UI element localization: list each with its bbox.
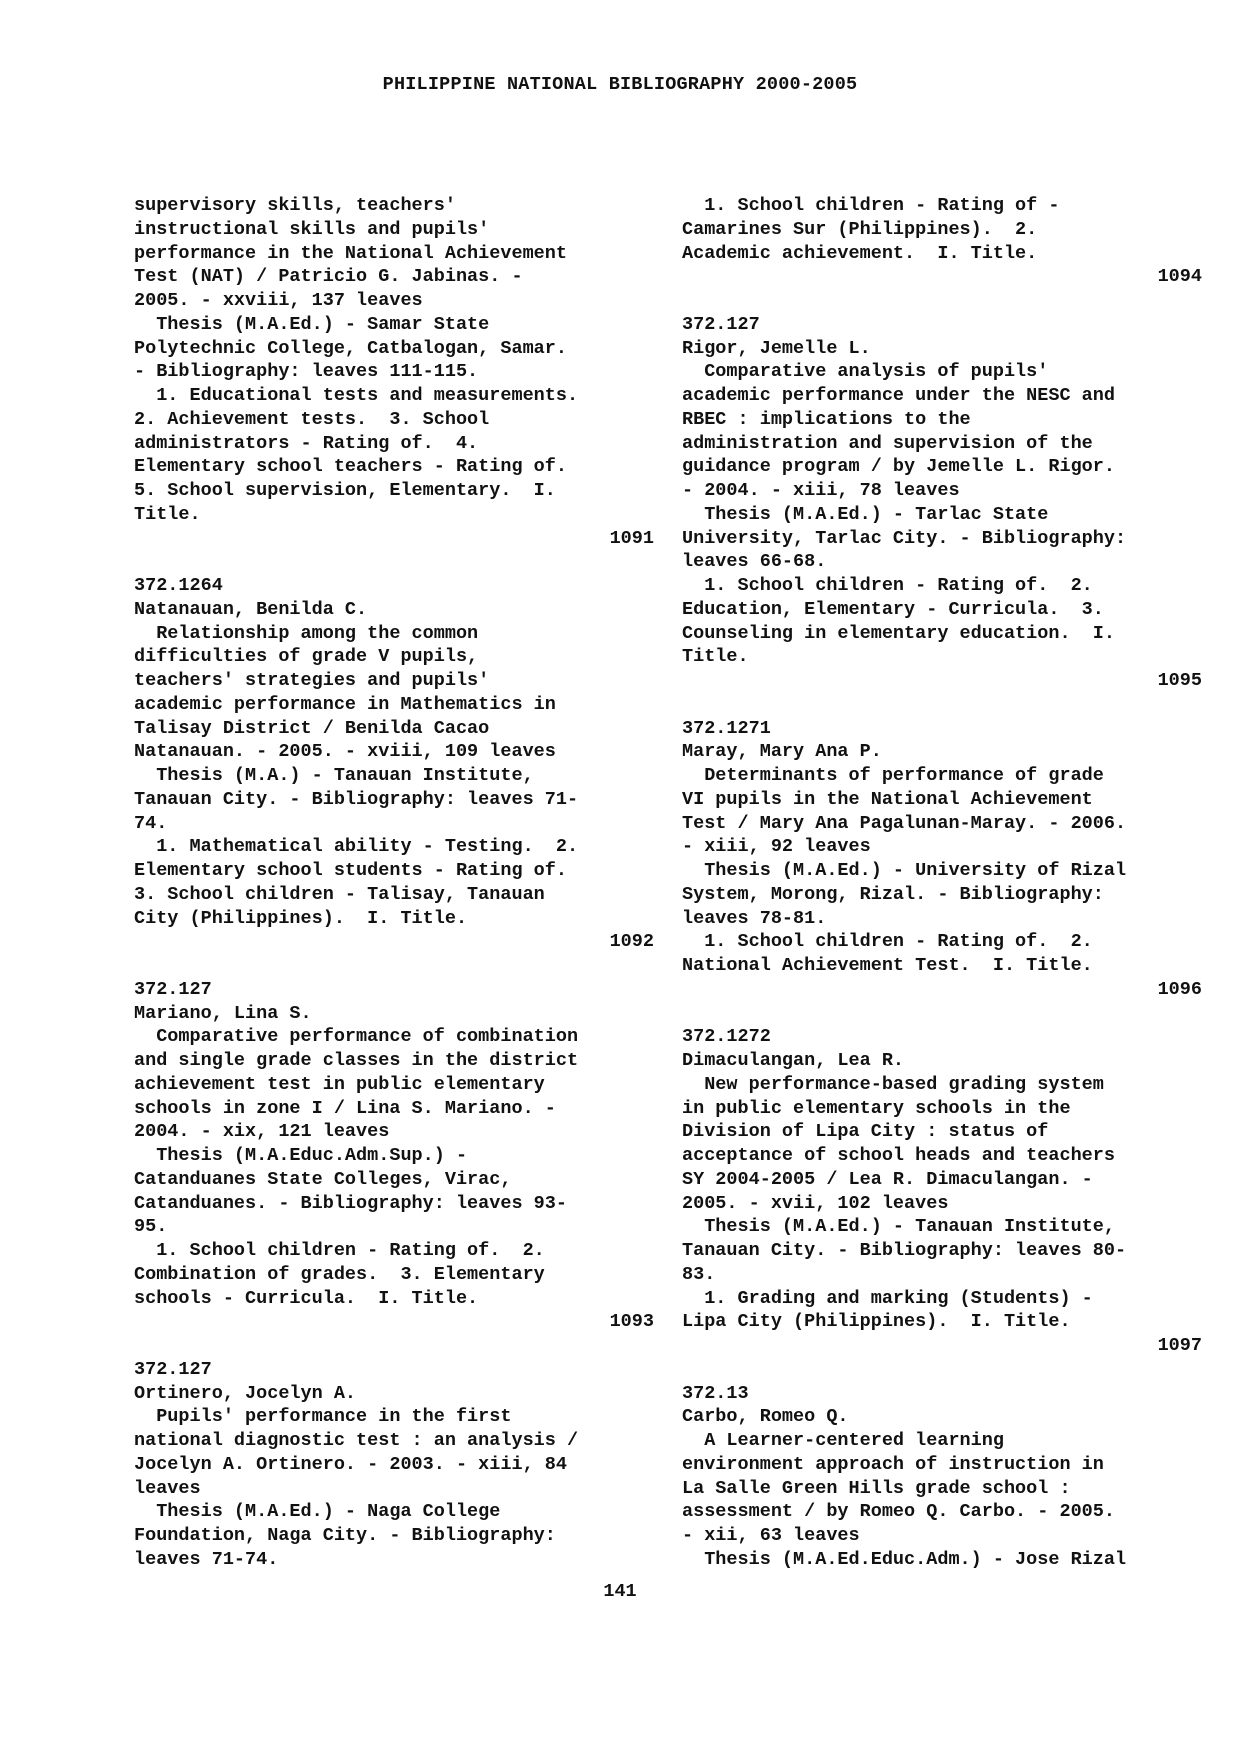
text-line: national diagnostic test : an analysis /	[134, 1430, 579, 1451]
text-line: Lipa City (Philippines). I. Title.	[682, 1311, 1071, 1333]
text-line: in public elementary schools in the	[682, 1097, 1071, 1119]
text-line: teachers' strategies and pupils'	[134, 670, 490, 691]
text-line: 372.1264	[134, 575, 223, 596]
text-line: 1. Grading and marking (Students) -	[682, 1287, 1093, 1309]
right-column	[682, 194, 1202, 1572]
text-line: leaves 71-74.	[134, 1548, 279, 1570]
text-line: and single grade classes in the district	[134, 1050, 579, 1071]
entry-number: 1096	[1157, 978, 1202, 1000]
text-line: Division of Lipa City : status of	[682, 1121, 1049, 1143]
text-line: Thesis (M.A.Ed.) - University of Rizal	[682, 860, 1127, 881]
text-line: 372.127	[682, 313, 760, 335]
text-line: A Learner-centered learning	[682, 1430, 1004, 1451]
text-line: Dimaculangan, Lea R.	[682, 1050, 905, 1071]
text-line	[682, 1358, 1202, 1382]
text-line: administrators - Rating of. 4.	[134, 432, 479, 454]
text-line: Comparative analysis of pupils'	[682, 361, 1049, 383]
text-line	[134, 550, 654, 574]
text-line: University, Tarlac City. - Bibliography:	[682, 527, 1127, 549]
text-line	[134, 1334, 654, 1358]
text-line: System, Morong, Rizal. - Bibliography:	[682, 883, 1104, 905]
text-line: Pupils' performance in the first	[134, 1406, 512, 1428]
text-line: 2004. - xix, 121 leaves	[134, 1121, 390, 1143]
entry-number: 1093	[609, 1311, 654, 1333]
text-line: Polytechnic College, Catbalogan, Samar.	[134, 337, 567, 359]
text-line: Determinants of performance of grade	[682, 765, 1104, 786]
text-line: Thesis (M.A.Educ.Adm.Sup.) -	[134, 1145, 468, 1166]
text-line: Test (NAT) / Patricio G. Jabinas. -	[134, 266, 523, 288]
text-line: La Salle Green Hills grade school :	[682, 1477, 1071, 1499]
text-line: 5. School supervision, Elementary. I.	[134, 480, 556, 501]
text-line: 1. School children - Rating of. 2.	[682, 575, 1093, 596]
text-line: 83.	[682, 1263, 716, 1285]
text-line: Elementary school students - Rating of.	[134, 860, 567, 881]
text-line: Thesis (M.A.Ed.) - Tanauan Institute,	[682, 1216, 1115, 1238]
text-line: Foundation, Naga City. - Bibliography:	[134, 1525, 556, 1546]
text-line: guidance program / by Jemelle L. Rigor.	[682, 456, 1115, 478]
text-line: Thesis (M.A.Ed.Educ.Adm.) - Jose Rizal	[682, 1548, 1127, 1570]
text-line: Catanduanes. - Bibliography: leaves 93-	[134, 1192, 567, 1214]
text-line: 2005. - xvii, 102 leaves	[682, 1192, 949, 1214]
text-line: RBEC : implications to the	[682, 408, 971, 430]
left-column	[134, 194, 654, 1572]
text-line: Maray, Mary Ana P.	[682, 741, 882, 763]
text-line: 95.	[134, 1216, 168, 1238]
text-line	[134, 954, 654, 978]
text-line: achievement test in public elementary	[134, 1073, 545, 1095]
running-header: PHILIPPINE NATIONAL BIBLIOGRAPHY 2000-2005	[382, 74, 858, 95]
entry-number: 1097	[1157, 1335, 1202, 1356]
text-line: Counseling in elementary education. I.	[682, 622, 1115, 644]
text-line: Thesis (M.A.) - Tanauan Institute,	[134, 765, 534, 786]
text-line: instructional skills and pupils'	[134, 218, 490, 240]
text-line: Jocelyn A. Ortinero. - 2003. - xiii, 84	[134, 1453, 567, 1475]
text-line: Catanduanes State Colleges, Virac,	[134, 1168, 512, 1190]
entry-number: 1091	[609, 527, 654, 549]
text-line: acceptance of school heads and teachers	[682, 1145, 1115, 1166]
text-line: Mariano, Lina S.	[134, 1002, 312, 1024]
text-line: 372.127	[134, 978, 212, 1000]
text-line: assessment / by Romeo Q. Carbo. - 2005.	[682, 1501, 1115, 1523]
text-line: 1. School children - Rating of. 2.	[134, 1240, 545, 1261]
entry-number: 1092	[609, 931, 654, 953]
text-line	[682, 289, 1202, 313]
text-line: Title.	[682, 646, 749, 668]
text-line: - Bibliography: leaves 111-115.	[134, 361, 479, 383]
text-line: Talisay District / Benilda Cacao	[134, 717, 490, 739]
text-line: 1. School children - Rating of. 2.	[682, 931, 1093, 953]
text-line	[682, 693, 1202, 717]
text-line: 1. Mathematical ability - Testing. 2.	[134, 836, 579, 858]
text-line: Education, Elementary - Curricula. 3.	[682, 598, 1104, 620]
text-line: academic performance in Mathematics in	[134, 693, 556, 715]
text-line: - xii, 63 leaves	[682, 1525, 860, 1546]
text-line: academic performance under the NESC and	[682, 385, 1115, 406]
text-line: Rigor, Jemelle L.	[682, 337, 871, 359]
text-line: Elementary school teachers - Rating of.	[134, 456, 567, 478]
entry-number: 1094	[1157, 266, 1202, 288]
text-line: 1. School children - Rating of -	[682, 195, 1060, 216]
text-line: - xiii, 92 leaves	[682, 836, 871, 858]
entry-number: 1095	[1157, 670, 1202, 691]
text-line: Test / Mary Ana Pagalunan-Maray. - 2006.	[682, 812, 1127, 834]
text-line: schools in zone I / Lina S. Mariano. -	[134, 1097, 556, 1119]
text-line: leaves 78-81.	[682, 907, 827, 929]
text-line: performance in the National Achievement	[134, 242, 567, 264]
text-line: 1. Educational tests and measurements.	[134, 385, 579, 406]
text-line: Tanauan City. - Bibliography: leaves 80-	[682, 1240, 1127, 1261]
text-line: Title.	[134, 503, 201, 525]
text-line	[682, 1002, 1202, 1026]
text-line: Carbo, Romeo Q.	[682, 1406, 849, 1428]
text-line: environment approach of instruction in	[682, 1453, 1104, 1475]
text-line: 74.	[134, 812, 168, 834]
text-line: Combination of grades. 3. Elementary	[134, 1263, 545, 1285]
text-line: National Achievement Test. I. Title.	[682, 955, 1093, 976]
text-line: schools - Curricula. I. Title.	[134, 1287, 479, 1309]
text-line: leaves	[134, 1477, 201, 1499]
text-line: New performance-based grading system	[682, 1073, 1104, 1095]
text-line: - 2004. - xiii, 78 leaves	[682, 480, 960, 501]
text-line: 3. School children - Talisay, Tanauan	[134, 883, 545, 905]
text-line: Camarines Sur (Philippines). 2.	[682, 218, 1038, 240]
text-line: supervisory skills, teachers'	[134, 195, 456, 216]
text-line: 2005. - xxviii, 137 leaves	[134, 290, 423, 311]
text-line: Ortinero, Jocelyn A.	[134, 1382, 357, 1404]
text-line: Thesis (M.A.Ed.) - Samar State	[134, 313, 490, 335]
text-line: 372.1271	[682, 717, 771, 739]
text-line: difficulties of grade V pupils,	[134, 646, 479, 668]
text-line: Comparative performance of combination	[134, 1026, 579, 1048]
text-line: Natanauan, Benilda C.	[134, 598, 368, 620]
text-line: Thesis (M.A.Ed.) - Tarlac State	[682, 503, 1049, 525]
text-line: administration and supervision of the	[682, 432, 1093, 454]
text-line: Thesis (M.A.Ed.) - Naga College	[134, 1501, 501, 1523]
text-line: 2. Achievement tests. 3. School	[134, 408, 490, 430]
text-line: 372.1272	[682, 1026, 771, 1048]
text-line: 372.13	[682, 1382, 749, 1404]
text-line: leaves 66-68.	[682, 551, 827, 573]
text-line: City (Philippines). I. Title.	[134, 907, 468, 929]
text-line: Academic achievement. I. Title.	[682, 242, 1038, 264]
page-number: 141	[603, 1581, 637, 1602]
text-line: Natanauan. - 2005. - xviii, 109 leaves	[134, 741, 556, 763]
text-line: Tanauan City. - Bibliography: leaves 71-	[134, 788, 579, 810]
text-line: SY 2004-2005 / Lea R. Dimaculangan. -	[682, 1168, 1093, 1190]
text-line: Relationship among the common	[134, 622, 479, 644]
text-line: VI pupils in the National Achievement	[682, 788, 1093, 810]
text-line: 372.127	[134, 1358, 212, 1380]
